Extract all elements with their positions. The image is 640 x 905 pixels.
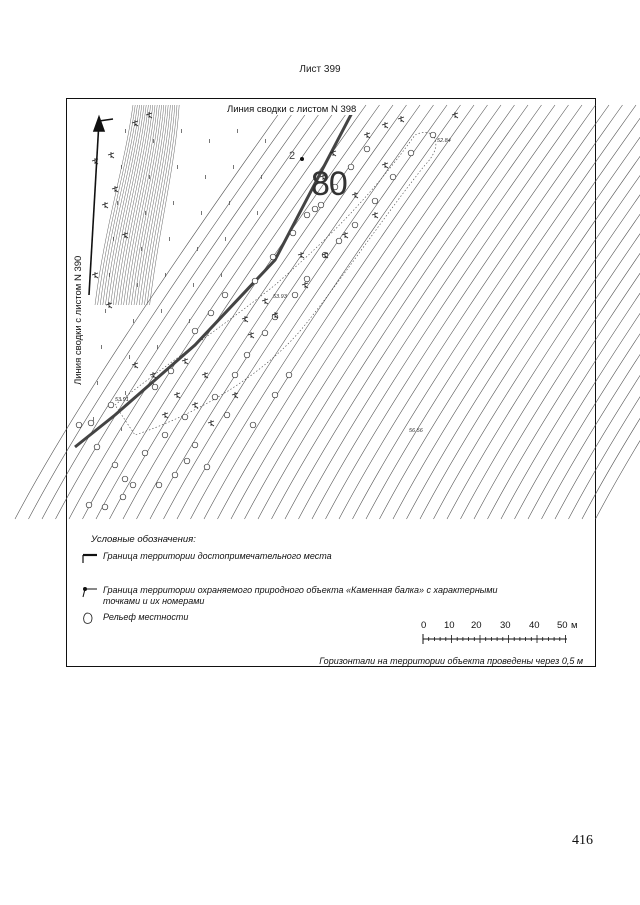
tree-mark — [108, 152, 114, 158]
tree-mark — [342, 232, 348, 238]
contour-line — [528, 105, 640, 519]
contour-line — [353, 105, 623, 519]
contour-line — [339, 105, 609, 519]
scale-tick-label: 30 — [500, 620, 511, 631]
tree-mark — [232, 392, 238, 398]
contour-interval-note: Горизонтали на территории объекта проведены через 0,5 м — [319, 656, 583, 666]
tree-mark — [352, 192, 358, 198]
grass-mark — [261, 175, 262, 179]
grass-mark — [137, 283, 138, 287]
relief-mark — [304, 212, 310, 218]
tree-mark — [208, 420, 214, 426]
tree-mark — [302, 282, 308, 288]
elevation-label: 56.56 — [409, 428, 423, 434]
contour-line — [147, 105, 177, 305]
grass-mark — [105, 309, 106, 313]
grass-mark — [257, 211, 258, 215]
relief-mark — [156, 482, 162, 488]
grass-mark — [205, 175, 206, 179]
grass-mark — [181, 129, 182, 133]
scale-tick-label: 40 — [529, 620, 540, 631]
contour-line — [407, 105, 640, 519]
contour-line — [137, 105, 169, 305]
sheet-title: Лист 399 — [299, 64, 341, 75]
grass-mark — [221, 273, 222, 277]
contour-line — [103, 105, 140, 305]
relief-mark — [112, 462, 118, 468]
relief-mark — [222, 292, 228, 298]
boundary-landmark-icon — [81, 551, 97, 563]
scale-tick-label: 0 — [421, 620, 427, 631]
scale-tick-label: 20 — [471, 620, 482, 631]
legend — [67, 524, 595, 666]
grass-mark — [129, 355, 130, 359]
relief-mark — [244, 352, 250, 358]
grass-mark — [101, 345, 102, 349]
grass-mark — [113, 237, 114, 241]
boundary-point-number: 2 — [289, 150, 296, 162]
elevation-label: 52.84 — [437, 138, 451, 144]
left-join-line-label: Линия сводки с листом N 390 — [73, 255, 84, 385]
tree-mark — [174, 392, 180, 398]
relief-mark — [430, 132, 436, 138]
relief-mark — [94, 444, 100, 450]
scale-graphic — [419, 632, 569, 646]
area-number: 80 — [311, 165, 347, 203]
grass-mark — [125, 391, 126, 395]
relief-mark — [232, 372, 238, 378]
grass-mark — [225, 237, 226, 241]
protected-area-boundary — [115, 132, 436, 435]
contour-line — [582, 105, 640, 519]
grass-mark — [265, 139, 266, 143]
grass-mark — [97, 381, 98, 385]
relief-mark — [108, 402, 114, 408]
relief-mark — [120, 494, 126, 500]
grass-mark — [93, 417, 94, 421]
tree-mark — [364, 132, 370, 138]
grass-mark — [161, 309, 162, 313]
relief-mark — [208, 310, 214, 316]
relief-mark — [168, 368, 174, 374]
grass-mark — [165, 273, 166, 277]
contour-line — [95, 105, 133, 305]
elevation-label: 53.91 — [115, 397, 129, 403]
relief-mark — [192, 442, 198, 448]
tree-mark — [298, 252, 304, 258]
map-area — [75, 105, 586, 519]
grass-mark — [153, 381, 154, 385]
tree-mark — [248, 332, 254, 338]
contour-line — [108, 105, 144, 305]
contour-line — [144, 105, 174, 305]
relief-mark — [224, 412, 230, 418]
relief-mark — [408, 150, 414, 156]
relief-mark — [102, 504, 108, 510]
tree-mark — [182, 358, 188, 364]
relief-mark — [172, 472, 178, 478]
grass-mark — [193, 283, 194, 287]
contour-line — [231, 105, 501, 519]
relief-mark — [130, 482, 136, 488]
relief-mark — [184, 458, 190, 464]
relief-mark — [212, 394, 218, 400]
grass-mark — [145, 211, 146, 215]
tree-mark — [106, 302, 112, 308]
legend-title: Условные обозначения: — [91, 534, 196, 545]
contour-line — [105, 105, 141, 305]
contour-line — [258, 105, 528, 519]
grass-mark — [233, 165, 234, 169]
relief-mark — [88, 420, 94, 426]
relief-mark — [250, 422, 256, 428]
relief-icon — [81, 612, 97, 624]
grass-mark — [157, 345, 158, 349]
scale-unit: м — [571, 620, 578, 631]
contour-line — [366, 105, 636, 519]
grass-mark — [209, 139, 210, 143]
contour-line — [555, 105, 640, 519]
relief-mark — [286, 372, 292, 378]
contour-line — [124, 105, 158, 305]
relief-mark — [142, 450, 148, 456]
tree-mark — [150, 372, 156, 378]
tree-mark — [162, 412, 168, 418]
relief-mark — [204, 464, 210, 470]
contour-line — [596, 105, 640, 519]
grass-mark — [201, 211, 202, 215]
relief-mark — [372, 198, 378, 204]
relief-mark — [86, 502, 92, 508]
relief-mark — [336, 238, 342, 244]
contour-line — [131, 105, 163, 305]
relief-mark — [348, 164, 354, 170]
relief-mark — [290, 230, 296, 236]
grass-mark — [237, 129, 238, 133]
top-join-line-label: Линия сводки с листом N 398 — [227, 104, 357, 115]
relief-mark — [162, 432, 168, 438]
contour-line — [100, 105, 137, 305]
grass-mark — [169, 237, 170, 241]
grass-mark — [121, 165, 122, 169]
grass-mark — [133, 319, 134, 323]
relief-mark — [270, 254, 276, 260]
contour-line — [420, 105, 640, 519]
contour-line — [164, 105, 434, 519]
tree-mark — [112, 186, 118, 192]
north-arrow-icon — [89, 117, 113, 295]
tree-mark — [382, 122, 388, 128]
contour-line — [150, 105, 420, 519]
relief-mark — [352, 222, 358, 228]
contour-line — [569, 105, 640, 519]
relief-mark — [152, 384, 158, 390]
grass-mark — [229, 201, 230, 205]
contour-line — [126, 105, 159, 305]
contour-line — [461, 105, 640, 519]
grass-mark — [121, 427, 122, 431]
relief-mark — [390, 174, 396, 180]
grass-mark — [109, 273, 110, 277]
contour-line — [150, 105, 180, 305]
relief-mark — [192, 328, 198, 334]
elevation-label: 53.93 — [273, 294, 287, 300]
contour-line — [245, 105, 515, 519]
relief-mark — [262, 330, 268, 336]
boundary-point-2 — [300, 157, 304, 161]
legend-label: Граница территории охраняемого природного объекта «Каменная балка» с характерными точками и их номерами — [103, 585, 498, 606]
tree-mark — [398, 116, 404, 122]
contour-line — [29, 105, 299, 519]
map-frame — [66, 98, 596, 667]
scale-tick-label: 10 — [444, 620, 455, 631]
relief-mark — [272, 392, 278, 398]
grass-mark — [197, 247, 198, 251]
contour-line — [326, 105, 596, 519]
contour-line — [434, 105, 640, 519]
tree-mark — [382, 162, 388, 168]
grass-mark — [153, 139, 154, 143]
grass-mark — [177, 165, 178, 169]
grass-mark — [173, 201, 174, 205]
relief-mark — [76, 422, 82, 428]
contour-line — [69, 105, 339, 519]
tree-mark — [242, 316, 248, 322]
tree-mark — [452, 112, 458, 118]
relief-mark — [182, 414, 188, 420]
grass-mark — [117, 201, 118, 205]
grass-mark — [189, 319, 190, 323]
relief-mark — [122, 476, 128, 482]
contour-line — [129, 105, 162, 305]
scale-tick-label: 50 — [557, 620, 568, 631]
relief-mark — [292, 292, 298, 298]
tree-mark — [202, 372, 208, 378]
legend-label: Рельеф местности — [103, 612, 189, 622]
contour-line — [447, 105, 640, 519]
tree-mark — [132, 362, 138, 368]
relief-mark — [252, 278, 258, 284]
legend-label: Граница территории достопримечательного места — [103, 551, 332, 561]
tree-mark — [102, 202, 108, 208]
boundary-protected-icon — [81, 585, 97, 597]
tree-mark — [192, 402, 198, 408]
contour-line — [121, 105, 155, 305]
relief-mark — [364, 146, 370, 152]
relief-mark — [304, 276, 310, 282]
relief-mark — [312, 206, 318, 212]
tree-mark — [92, 272, 98, 278]
grass-mark — [141, 247, 142, 251]
contour-line — [542, 105, 640, 519]
grass-mark — [125, 129, 126, 133]
grass-mark — [149, 175, 150, 179]
tree-mark — [262, 298, 268, 304]
scale-bar — [419, 620, 579, 660]
contour-line — [474, 105, 640, 519]
tree-mark — [372, 212, 378, 218]
contour-line — [134, 105, 166, 305]
page-number: 416 — [572, 833, 593, 848]
